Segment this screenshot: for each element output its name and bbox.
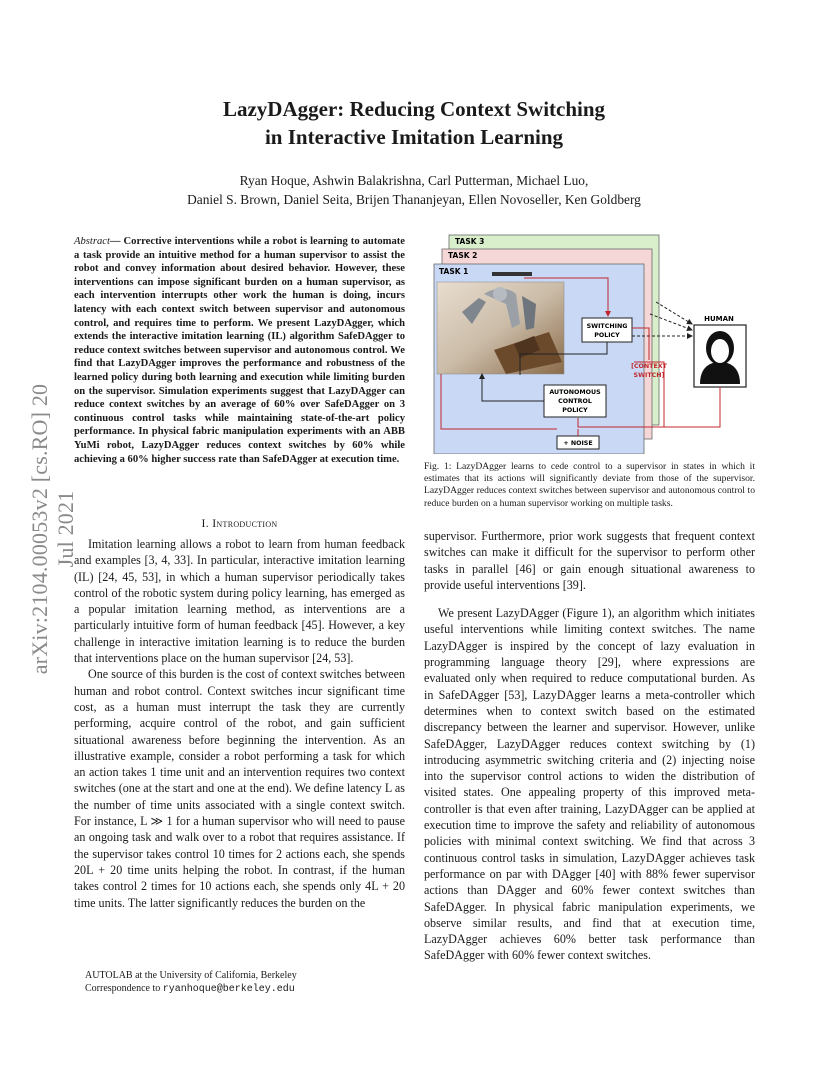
svg-text:+ NOISE: + NOISE (563, 440, 593, 447)
right-paragraph-2: We present LazyDAgger (Figure 1), an algorithm which initiates useful interventions while limiting context switches. The name LazyDAgger is inspired by the concept of lazy evaluation in programming language theory [29], where expressions are evaluated only when required to reduce computational burden. As in SafeDAgger [53], LazyDAgger learns a meta-controller which determines when to context switch based on the estimated discrepancy between the learner and supervisor. However, unlike SafeDAgger, LazyDAgger reduces context switching by (1) introducing asymmetric switching criteria and (2) injecting noise into the supervisor control actions to widen the distribution of visited states. One appealing property of this improved meta-controller is that even after training, LazyDAgger can be applied at execution time to improve the safety and reliability of autonomous policies with minimal context switching. We find that across 3 continuous control tasks in simulation, LazyDAgger achieves task performance on par with DAgger [40] with 88% fewer supervisor actions than DAgger and 60% fewer context switches than SafeDAgger. In physical fabric manipulation experiments, we observe similar results, and find that at execution time, LazyDAgger achieves 60% better task performance than SafeDAgger with 60% fewer context switches. (424, 606, 755, 963)
dashed-arrow-3 (656, 302, 692, 324)
authors-line-2: Daniel S. Brown, Daniel Seita, Brijen Thananjeyan, Ellen Novoseller, Ken Goldberg (187, 192, 641, 207)
svg-text:POLICY: POLICY (562, 407, 588, 414)
abstract (74, 235, 405, 466)
footnote-correspondence: Correspondence to ryanhoque@berkeley.edu (85, 983, 295, 995)
svg-text:AUTONOMOUS: AUTONOMOUS (549, 389, 601, 396)
figure-1-diagram (424, 232, 756, 454)
right-column-body (424, 528, 755, 964)
figure-caption: Fig. 1: LazyDAgger learns to cede control to a supervisor in states in which it estimates that its actions will significantly deviate from those of the supervisor. LazyDAgger reduces context switches between supervisor and autonomous control to reduce burden on a human supervisor working on multiple tasks. (424, 461, 755, 509)
svg-text:SWITCHING: SWITCHING (586, 323, 628, 330)
left-column-body (74, 536, 405, 911)
arxiv-identifier: arXiv:2104.00053v2 [cs.RO] 20 Jul 2021 (27, 383, 78, 675)
human-label: HUMAN (704, 315, 734, 323)
title-line-1: LazyDAgger: Reducing Context Switching (222, 97, 606, 121)
svg-text:SWITCH]: SWITCH] (633, 372, 665, 379)
footnote-affiliation: AUTOLAB at the University of California, Berkeley (85, 970, 297, 981)
svg-text:POLICY: POLICY (594, 332, 620, 339)
authors-line-1: Ryan Hoque, Ashwin Balakrishna, Carl Putterman, Michael Luo, (239, 173, 589, 188)
task3-label: TASK 3 (455, 237, 485, 246)
abstract-text: — Corrective interventions while a robot is learning to automate a task provide an intuitive method for a human supervisor to assist the robot and convey information about desired behavior. However, these interventions can impose significant burden on a human supervisor, as each intervention interrupts other work the human is doing, incurs latency with each context switch between supervisor and autonomous control, and requires time to perform. We present LazyDAgger, which extends the interactive imitation learning (IL) algorithm SafeDAgger to reduce context switches between supervisor and autonomous control. We find that LazyDAgger improves the performance and robustness of the learned policy during both learning and execution while limiting burden on the supervisor. Simulation experiments suggest that LazyDAgger can reduce context switches by an average of 60% over SafeDAgger on 3 continuous control tasks while maintaining state-of-the-art policy performance. In physical fabric manipulation experiments with an ABB YuMi robot, LazyDAgger reduces context switches by 60% while achieving a 60% higher success rate than SafeDAgger at execution time. (74, 236, 405, 465)
paper-title (0, 95, 828, 151)
task2-label: TASK 2 (448, 251, 478, 260)
section-title: Introduction (212, 516, 278, 530)
task1-label: TASK 1 (439, 267, 469, 276)
footnote (85, 969, 297, 996)
author-list (0, 171, 828, 209)
section-heading (74, 516, 405, 531)
right-paragraph-1: supervisor. Furthermore, prior work suggests that frequent context switches can make it difficult for the supervisor to perform other tasks in parallel [46] or gain enough situational awareness to provide useful interventions [39]. (424, 529, 755, 592)
section-number: I. (201, 516, 209, 530)
intro-paragraph-2: One source of this burden is the cost of context switches between human and robot control. Context switches incur significant time cost, as a human must interrupt the task they are currently performing, acquire control of the robot, and gain sufficient situational awareness before beginning the intervention. As an illustrative example, consider a robot performing a task for which an action takes 1 time unit and an intervention requires two context switches (one at the start and one at the end). We define latency L as the number of time units associated with a single context switch. For instance, L ≫ 1 for a human supervisor who will need to pause an ongoing task and walk over to a robot that requires assistance. If the supervisor takes control 10 times for 2 actions each, she spends 20L + 20 time units helping the robot. In contrast, if the human takes control 2 times for 10 actions each, she spends only 4L + 20 time units. The latter significantly reduces the burden on the (74, 667, 405, 910)
footnote-email[interactable]: ryanhoque@berkeley.edu (162, 984, 295, 995)
context-switch-label: [CONTEXT (631, 363, 667, 370)
intro-paragraph-1: Imitation learning allows a robot to learn from human feedback and examples [3, 4, 33]. In particular, interactive imitation learning (IL) [24, 45, 53], in which a human supervisor periodically takes control of the robotic system during policy learning, has emerged as a popular imitation learning method, as interventions are a particularly intuitive form of human feedback [45]. However, a key challenge in interactive imitation learning is to reduce the burden that interventions place on the human supervisor [24, 53]. (74, 537, 405, 666)
abstract-label: Abstract (74, 236, 110, 247)
title-line-2: in Interactive Imitation Learning (264, 125, 564, 149)
camera-bar (492, 272, 532, 276)
svg-text:CONTROL: CONTROL (558, 398, 592, 405)
